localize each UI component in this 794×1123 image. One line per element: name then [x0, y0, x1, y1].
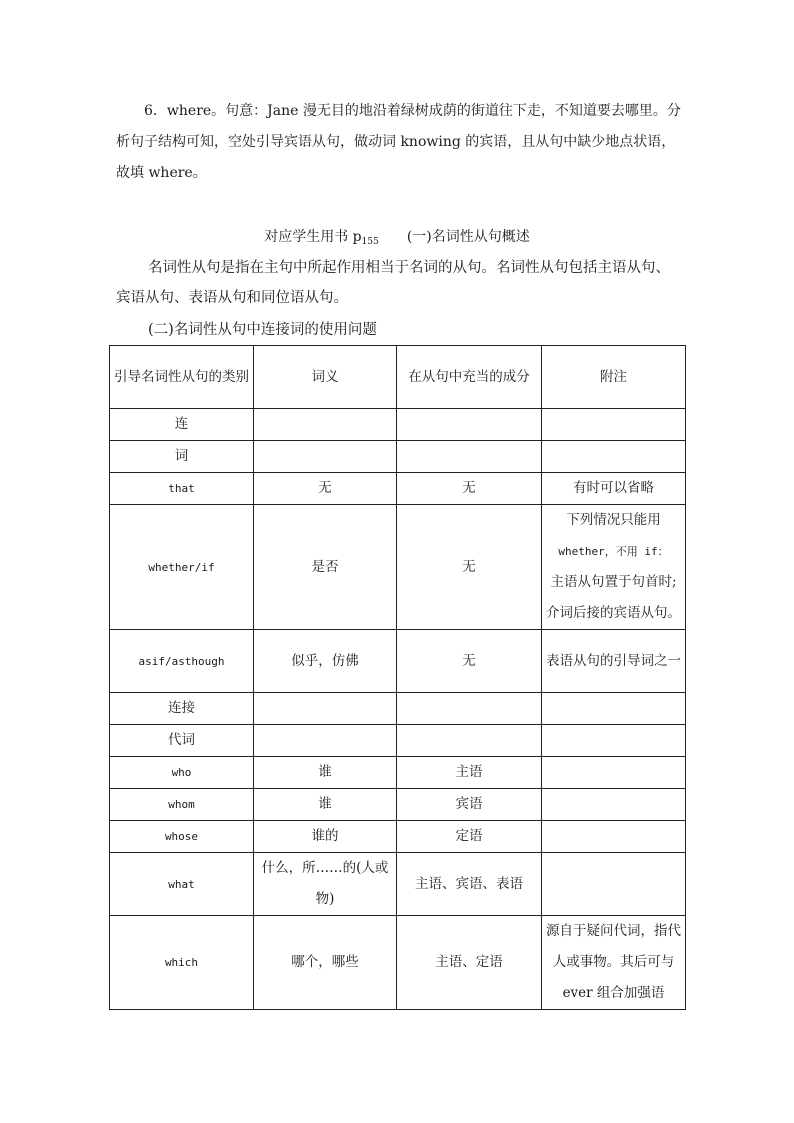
cell-role: 定语: [397, 821, 542, 853]
note-line: 主语从句置于句首时;: [550, 574, 677, 590]
cell-meaning: [254, 693, 397, 725]
table-row: [110, 693, 686, 725]
cell-category: that: [110, 473, 254, 505]
table-row: [110, 505, 686, 630]
note-line: 下列情况只能用: [566, 512, 661, 528]
cell-note: [542, 725, 686, 757]
header-note: 附注: [542, 346, 686, 409]
cell-category: which: [110, 916, 254, 1010]
cell-category: who: [110, 757, 254, 789]
cell-note: [542, 693, 686, 725]
section-page-number: 155: [361, 237, 379, 247]
cell-category: whom: [110, 789, 254, 821]
table-row: [110, 473, 686, 505]
cell-meaning: 似乎，仿佛: [254, 630, 397, 693]
section-heading: (一)名词性从句概述: [406, 229, 530, 245]
table-row: [110, 725, 686, 757]
cell-role: 主语: [397, 757, 542, 789]
cell-note: [542, 505, 686, 630]
cell-category: 词: [110, 441, 254, 473]
header-meaning: 词义: [254, 346, 397, 409]
cell-meaning: [254, 725, 397, 757]
header-role: 在从句中充当的成分: [397, 346, 542, 409]
cell-category: whether/if: [110, 505, 254, 630]
cell-meaning: 谁的: [254, 821, 397, 853]
cell-category: asif/asthough: [110, 630, 254, 693]
cell-role: 宾语: [397, 789, 542, 821]
cell-note: 源自于疑问代词，指代人或事物。其后可与 ever 组合加强语: [542, 916, 686, 1010]
cell-category: 连: [110, 409, 254, 441]
overview-paragraph: 名词性从句是指在主句中所起作用相当于名词的从句。名词性从句包括主语从句、宾语从句、表语从句和同位语从句。: [116, 260, 670, 306]
cell-role: 无: [397, 630, 542, 693]
cell-note: 表语从句的引导词之一: [542, 630, 686, 693]
table-row: [110, 757, 686, 789]
section-title: [110, 224, 684, 255]
cell-category: what: [110, 853, 254, 916]
cell-role: 无: [397, 505, 542, 630]
cell-note: [542, 441, 686, 473]
connective-table: [109, 345, 686, 1010]
answer-paragraph: 6．where。句意：Jane 漫无目的地沿着绿树成荫的街道往下走，不知道要去哪里。分析句子结构可知，空处引导宾语从句，做动词 knowing 的宾语，且从句中缺少地点状语，故填 where。: [116, 103, 681, 181]
cell-note: 有时可以省略: [542, 473, 686, 505]
table-row: [110, 441, 686, 473]
cell-meaning: [254, 441, 397, 473]
cell-note: [542, 821, 686, 853]
cell-role: [397, 725, 542, 757]
table-header-row: [110, 346, 686, 409]
table-row: [110, 409, 686, 441]
cell-category: whose: [110, 821, 254, 853]
table-row: [110, 630, 686, 693]
table-row: [110, 916, 686, 1010]
cell-note: [542, 757, 686, 789]
cell-role: 主语、宾语、表语: [397, 853, 542, 916]
section-page-ref: 对应学生用书 p: [264, 229, 362, 245]
cell-role: 主语、定语: [397, 916, 542, 1010]
note-line: whether，不用 if：: [558, 545, 669, 558]
cell-category: 代词: [110, 725, 254, 757]
cell-note: [542, 409, 686, 441]
table-row: [110, 821, 686, 853]
table-row: [110, 853, 686, 916]
cell-role: 无: [397, 473, 542, 505]
cell-meaning: 谁: [254, 757, 397, 789]
cell-meaning: 什么，所……的(人或物): [254, 853, 397, 916]
cell-meaning: 谁: [254, 789, 397, 821]
cell-note: [542, 853, 686, 916]
cell-meaning: [254, 409, 397, 441]
header-category: 引导名词性从句的类别: [110, 346, 254, 409]
table-subheading: (二)名词性从句中连接词的使用问题: [148, 322, 377, 338]
cell-note: [542, 789, 686, 821]
note-line: 介词后接的宾语从句。: [546, 605, 681, 621]
cell-meaning: 哪个，哪些: [254, 916, 397, 1010]
cell-meaning: 无: [254, 473, 397, 505]
cell-role: [397, 441, 542, 473]
cell-meaning: 是否: [254, 505, 397, 630]
table-row: [110, 789, 686, 821]
cell-role: [397, 409, 542, 441]
cell-role: [397, 693, 542, 725]
cell-category: 连接: [110, 693, 254, 725]
